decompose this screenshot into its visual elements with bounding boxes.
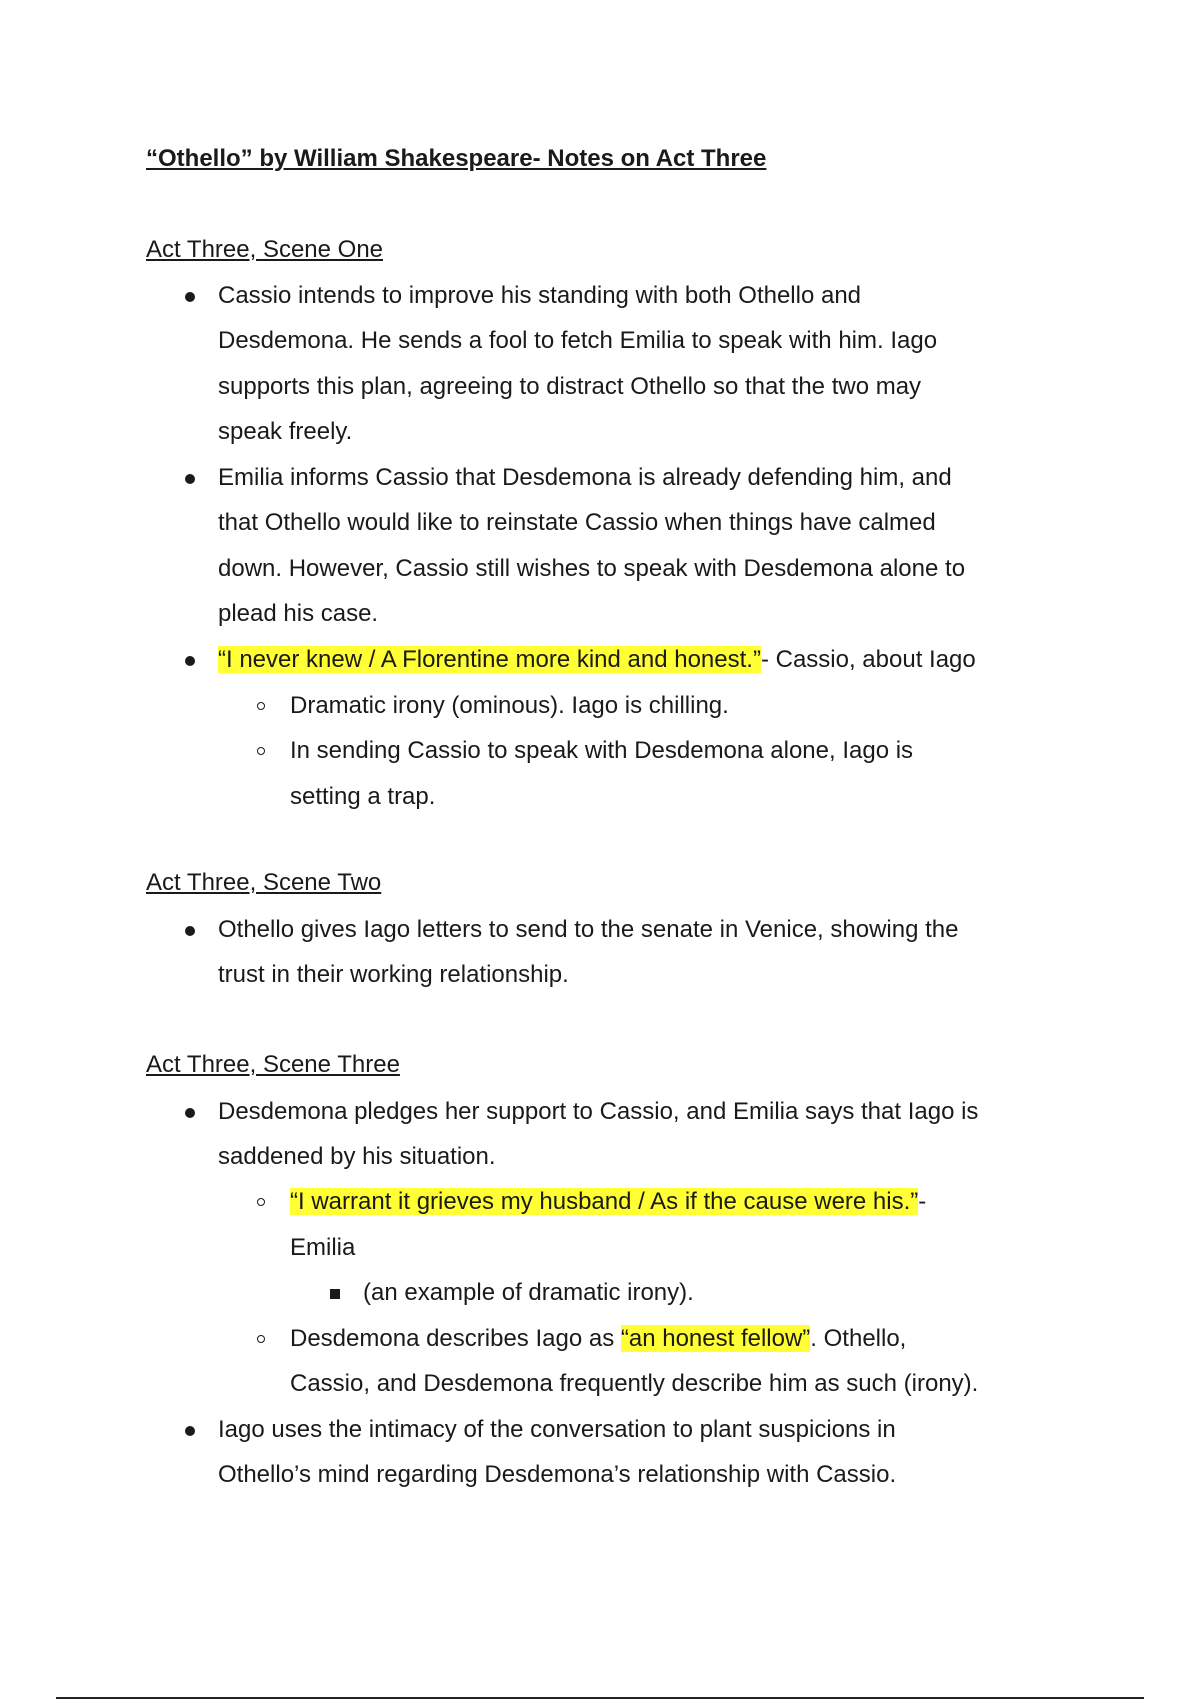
bullet-square-icon (330, 1289, 340, 1299)
bullet-disc-icon (185, 926, 195, 936)
quote-dash: - (918, 1188, 927, 1215)
scene-three-subnote-1-line-2: Emilia (290, 1234, 356, 1261)
scene-three-note-1-line-1: Desdemona pledges her support to Cassio, and Emilia says that Iago is (218, 1098, 979, 1125)
subnote-text: . Othello, (810, 1325, 907, 1352)
scene-three-subsubnote-1: (an example of dramatic irony). (363, 1279, 694, 1306)
document-title: “Othello” by William Shakespeare- Notes on Act Three (146, 145, 767, 172)
bullet-disc-icon (185, 292, 195, 302)
scene-three-note-2-line-2: Othello’s mind regarding Desdemona’s relationship with Cassio. (218, 1461, 897, 1488)
bullet-disc-icon (185, 1108, 195, 1118)
scene-one-subnote-2-line-2: setting a trap. (290, 783, 436, 810)
bullet-circle-icon (257, 1198, 265, 1206)
scene-three-note-2-line-1: Iago uses the intimacy of the conversation to plant suspicions in (218, 1416, 896, 1443)
highlighted-quote: “I warrant it grieves my husband / As if the cause were his.” (290, 1188, 919, 1215)
bullet-disc-icon (185, 1426, 195, 1436)
highlighted-quote: “an honest fellow” (620, 1325, 811, 1352)
bullet-circle-icon (257, 702, 265, 710)
subnote-text: Desdemona describes Iago as (290, 1325, 621, 1352)
scene-one-note-1-line-3: supports this plan, agreeing to distract Othello so that the two may (218, 373, 922, 400)
scene-two-note-1-line-2: trust in their working relationship. (218, 961, 569, 988)
quote-attribution: - Cassio, about Iago (760, 646, 976, 673)
scene-one-heading: Act Three, Scene One (146, 236, 384, 263)
scene-one-note-2-line-3: down. However, Cassio still wishes to speak with Desdemona alone to (218, 555, 966, 582)
scene-one-note-1-line-1: Cassio intends to improve his standing with both Othello and (218, 282, 862, 309)
scene-one-note-3 (218, 645, 976, 675)
bullet-circle-icon (257, 1335, 265, 1343)
scene-three-heading: Act Three, Scene Three (146, 1051, 400, 1078)
bullet-disc-icon (185, 474, 195, 484)
scene-three-note-1-line-2: saddened by his situation. (218, 1143, 496, 1170)
scene-two-heading: Act Three, Scene Two (146, 869, 382, 896)
scene-one-note-1-line-2: Desdemona. He sends a fool to fetch Emilia to speak with him. Iago (218, 327, 938, 354)
scene-one-note-1-line-4: speak freely. (218, 418, 353, 445)
scene-one-subnote-2-line-1: In sending Cassio to speak with Desdemona alone, Iago is (290, 737, 914, 764)
highlighted-quote: “I never knew / A Florentine more kind and honest.” (218, 646, 761, 673)
scene-three-subnote-1-line-1 (290, 1187, 926, 1217)
bullet-disc-icon (185, 656, 195, 666)
scene-three-subnote-2-line-1 (290, 1324, 906, 1354)
scene-one-note-2-line-2: that Othello would like to reinstate Cassio when things have calmed (218, 509, 936, 536)
scene-one-note-2-line-1: Emilia informs Cassio that Desdemona is already defending him, and (218, 464, 952, 491)
scene-one-note-2-line-4: plead his case. (218, 600, 379, 627)
scene-three-subnote-2-line-2: Cassio, and Desdemona frequently describe him as such (irony). (290, 1370, 979, 1397)
scene-two-note-1-line-1: Othello gives Iago letters to send to the senate in Venice, showing the (218, 916, 959, 943)
scene-one-subnote-1: Dramatic irony (ominous). Iago is chilling. (290, 692, 729, 719)
page-bottom-rule (56, 1697, 1144, 1699)
bullet-circle-icon (257, 747, 265, 755)
